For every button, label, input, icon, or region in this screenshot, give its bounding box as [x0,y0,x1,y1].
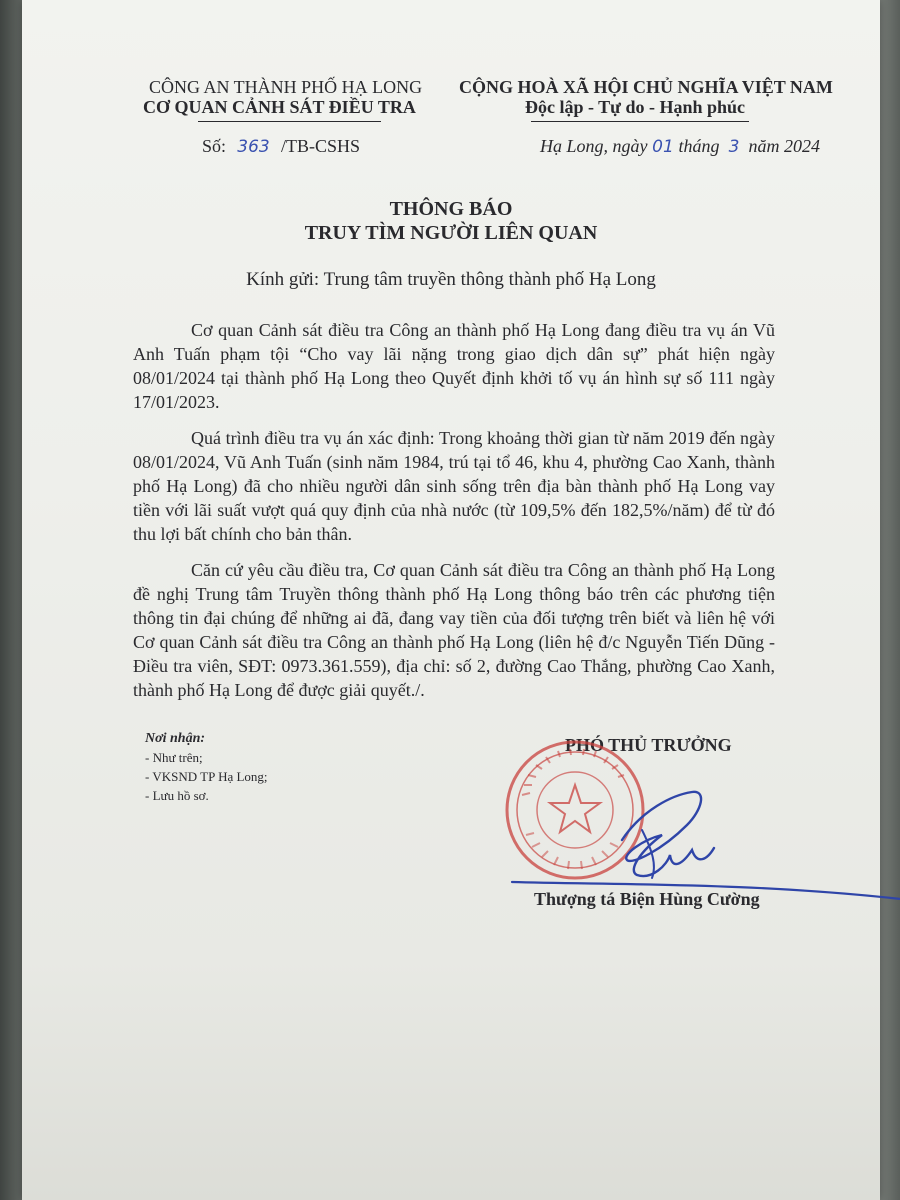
signer-name: Thượng tá Biện Hùng Cường [534,889,760,909]
agency-name: CƠ QUAN CẢNH SÁT ĐIỀU TRA [143,97,416,117]
document-number-handwritten: 363 [237,137,270,157]
paragraph-3: Căn cứ yêu cầu điều tra, Cơ quan Cảnh sát điều tra Công an thành phố Hạ Long đề nghị Trung tâm Truyền thông thành phố Hạ Long thông báo trên các phương tiện thông tin đại chúng để những ai đã, đang vay tiền của đối tượng trên biết và liên hệ với Cơ quan Cảnh sát điều tra Công an thành phố Hạ Long (liên hệ đ/c Nguyễn Tiến Dũng - Điều tra viên, SĐT: 0973.361.559), địa chỉ: số 2, đường Cao Thắng, phường Cao Xanh, thành phố Hạ Long để được giải quyết./. [133,560,775,700]
date-month-label: tháng [678,136,720,156]
document-number-suffix: /TB-CSHS [281,136,361,156]
paragraph-2: Quá trình điều tra vụ án xác định: Trong khoảng thời gian từ năm 2019 đến ngày 08/01/2024, Vũ Anh Tuấn (sinh năm 1984, trú tại tổ 46, khu 4, phường Cao Xanh, thành phố Hạ Long) đã cho nhiều người dân sinh sống trên địa bàn thành phố Hạ Long vay tiền với lãi suất vượt quá quy định của nhà nước (từ 109,5% đến 182,5%/năm) để từ đó thu lợi bất chính cho bản thân. [133,428,775,544]
date-year: năm 2024 [748,136,821,156]
signer-position: PHÓ THỦ TRƯỞNG [565,735,732,755]
agency-parent: CÔNG AN THÀNH PHỐ HẠ LONG [149,77,423,97]
addressee: Kính gửi: Trung tâm truyền thông thành phố Hạ Long [246,269,656,290]
recipient-item: - Như trên; [145,750,203,765]
notice-body [133,318,775,714]
recipient-item: - Lưu hồ sơ. [145,788,209,803]
recipient-item: - VKSND TP Hạ Long; [145,769,268,784]
document-number [202,135,360,158]
motto-underline [531,121,749,122]
document-number-prefix: Số: [202,136,227,156]
date-place: Hạ Long, ngày [540,136,648,156]
date-line [540,135,820,158]
notice-title: THÔNG BÁO [389,198,513,220]
document-page [22,0,880,1200]
national-motto: Độc lập - Tự do - Hạnh phúc [525,97,746,117]
recipients-heading: Nơi nhận: [145,731,206,746]
date-month: 3 [728,137,740,157]
date-day: 01 [652,137,674,157]
recipients-block [145,729,268,805]
agency-underline [198,121,381,122]
national-title: CỘNG HOÀ XÃ HỘI CHỦ NGHĨA VIỆT NAM [459,77,833,97]
notice-subtitle: TRUY TÌM NGƯỜI LIÊN QUAN [304,222,598,244]
paragraph-1: Cơ quan Cảnh sát điều tra Công an thành phố Hạ Long đang điều tra vụ án Vũ Anh Tuấn phạm tội “Cho vay lãi nặng trong giao dịch dân sự” phát hiện ngày 08/01/2024 tại thành phố Hạ Long theo Quyết định khởi tố vụ án hình sự số 111 ngày 17/01/2023. [133,320,775,412]
